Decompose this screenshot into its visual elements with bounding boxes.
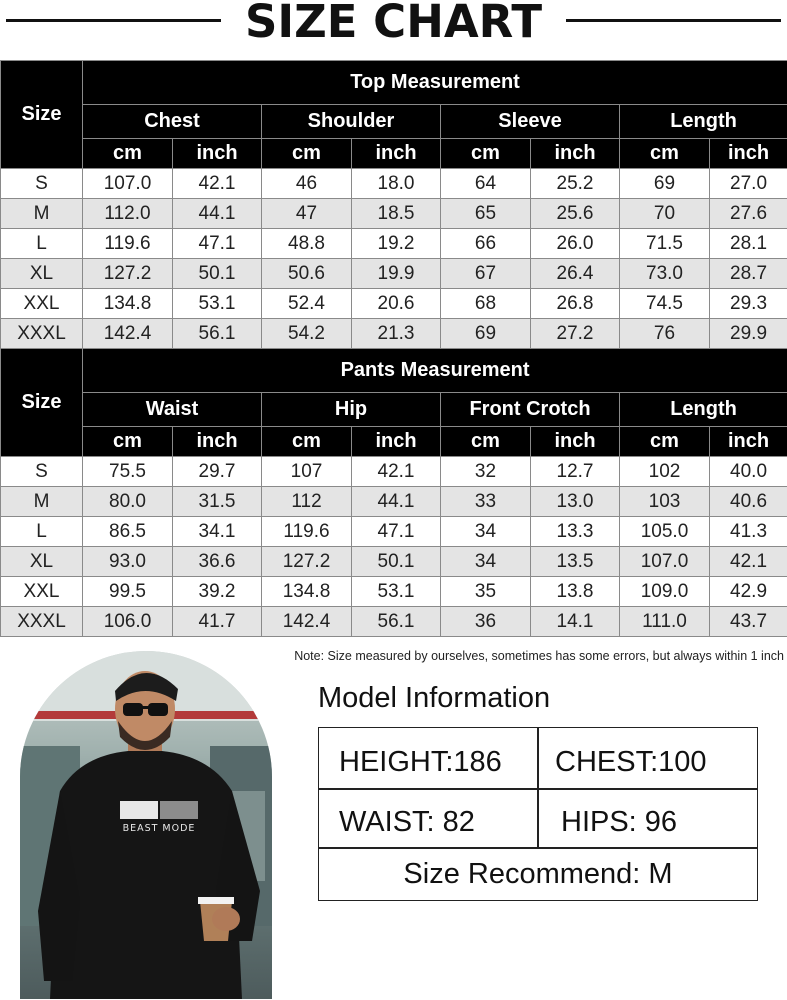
top-section-header: Top Measurement	[83, 61, 787, 105]
value-cell: 111.0	[620, 607, 710, 637]
size-note: Note: Size measured by ourselves, sometimes has some errors, but always within 1 inch	[294, 649, 784, 663]
size-cell: XL	[1, 259, 83, 289]
model-waist: WAIST: 82	[339, 806, 475, 838]
value-cell: 26.8	[531, 289, 620, 319]
value-cell: 28.1	[710, 229, 787, 259]
value-cell: 41.3	[710, 517, 787, 547]
value-cell: 75.5	[83, 457, 173, 487]
size-cell: M	[1, 487, 83, 517]
top-group-header: Chest	[83, 105, 262, 139]
size-cell: XXL	[1, 577, 83, 607]
size-cell: XXXL	[1, 319, 83, 349]
top-size-header: Size	[1, 61, 83, 169]
value-cell: 27.6	[710, 199, 787, 229]
model-figure	[20, 651, 272, 999]
value-cell: 109.0	[620, 577, 710, 607]
shirt-print-text: BEAST MODE	[122, 823, 196, 834]
value-cell: 19.2	[352, 229, 441, 259]
value-cell: 142.4	[262, 607, 352, 637]
value-cell: 44.1	[352, 487, 441, 517]
value-cell: 28.7	[710, 259, 787, 289]
value-cell: 112.0	[83, 199, 173, 229]
value-cell: 19.9	[352, 259, 441, 289]
value-cell: 42.9	[710, 577, 787, 607]
value-cell: 29.9	[710, 319, 787, 349]
value-cell: 102	[620, 457, 710, 487]
top-group-header: Length	[620, 105, 787, 139]
model-info-title: Model Information	[318, 682, 551, 714]
value-cell: 99.5	[83, 577, 173, 607]
model-row-divider-2	[319, 847, 757, 849]
value-cell: 41.7	[173, 607, 262, 637]
size-cell: XXL	[1, 289, 83, 319]
value-cell: 74.5	[620, 289, 710, 319]
value-cell: 69	[620, 169, 710, 199]
model-col-divider-2	[537, 788, 539, 847]
value-cell: 127.2	[83, 259, 173, 289]
value-cell: 71.5	[620, 229, 710, 259]
title-bar	[0, 0, 787, 50]
size-cell: L	[1, 517, 83, 547]
table-row	[1, 319, 787, 349]
value-cell: 53.1	[352, 577, 441, 607]
value-cell: 31.5	[173, 487, 262, 517]
value-cell: 134.8	[262, 577, 352, 607]
table-row	[1, 547, 787, 577]
pants-unit-header-row	[1, 427, 787, 457]
value-cell: 12.7	[531, 457, 620, 487]
top-measurement-table	[0, 60, 787, 349]
value-cell: 107	[262, 457, 352, 487]
model-size-recommend: Size Recommend: M	[403, 858, 673, 890]
value-cell: 18.0	[352, 169, 441, 199]
pants-unit-header: inch	[710, 427, 787, 457]
pants-size-header: Size	[1, 349, 83, 457]
pants-measurement-table	[0, 348, 787, 637]
value-cell: 56.1	[173, 319, 262, 349]
table-row	[1, 487, 787, 517]
value-cell: 21.3	[352, 319, 441, 349]
model-height: HEIGHT:186	[339, 746, 502, 778]
value-cell: 20.6	[352, 289, 441, 319]
value-cell: 42.1	[173, 169, 262, 199]
value-cell: 119.6	[262, 517, 352, 547]
pants-unit-header: cm	[620, 427, 710, 457]
title-rule-right	[566, 19, 781, 22]
value-cell: 27.2	[531, 319, 620, 349]
value-cell: 56.1	[352, 607, 441, 637]
table-row	[1, 229, 787, 259]
value-cell: 35	[441, 577, 531, 607]
size-cell: M	[1, 199, 83, 229]
value-cell: 70	[620, 199, 710, 229]
value-cell: 65	[441, 199, 531, 229]
value-cell: 67	[441, 259, 531, 289]
top-unit-header: cm	[83, 139, 173, 169]
value-cell: 36	[441, 607, 531, 637]
table-row	[1, 289, 787, 319]
value-cell: 42.1	[352, 457, 441, 487]
value-cell: 54.2	[262, 319, 352, 349]
value-cell: 93.0	[83, 547, 173, 577]
pants-group-header: Length	[620, 393, 787, 427]
value-cell: 13.0	[531, 487, 620, 517]
title-rule-left	[6, 19, 221, 22]
value-cell: 105.0	[620, 517, 710, 547]
value-cell: 34.1	[173, 517, 262, 547]
size-cell: XL	[1, 547, 83, 577]
size-cell: XXXL	[1, 607, 83, 637]
size-cell: L	[1, 229, 83, 259]
top-group-header-row	[1, 105, 787, 139]
value-cell: 29.7	[173, 457, 262, 487]
top-unit-header: inch	[173, 139, 262, 169]
size-cell: S	[1, 457, 83, 487]
value-cell: 86.5	[83, 517, 173, 547]
top-group-header: Sleeve	[441, 105, 620, 139]
value-cell: 39.2	[173, 577, 262, 607]
model-info-table	[318, 727, 758, 901]
pants-unit-header: cm	[83, 427, 173, 457]
page-title: SIZE CHART	[244, 0, 543, 48]
model-hips: HIPS: 96	[561, 806, 678, 838]
value-cell: 73.0	[620, 259, 710, 289]
table-row	[1, 577, 787, 607]
value-cell: 25.2	[531, 169, 620, 199]
value-cell: 42.1	[710, 547, 787, 577]
model-photo	[20, 651, 272, 999]
value-cell: 107.0	[620, 547, 710, 577]
top-unit-header: inch	[710, 139, 787, 169]
value-cell: 103	[620, 487, 710, 517]
value-cell: 68	[441, 289, 531, 319]
top-unit-header: inch	[352, 139, 441, 169]
value-cell: 29.3	[710, 289, 787, 319]
size-cell: S	[1, 169, 83, 199]
top-unit-header: inch	[531, 139, 620, 169]
value-cell: 13.8	[531, 577, 620, 607]
pants-unit-header: inch	[531, 427, 620, 457]
value-cell: 47.1	[173, 229, 262, 259]
value-cell: 26.4	[531, 259, 620, 289]
value-cell: 106.0	[83, 607, 173, 637]
value-cell: 48.8	[262, 229, 352, 259]
value-cell: 107.0	[83, 169, 173, 199]
pants-unit-header: inch	[173, 427, 262, 457]
table-row	[1, 607, 787, 637]
value-cell: 66	[441, 229, 531, 259]
value-cell: 76	[620, 319, 710, 349]
pants-unit-header: cm	[441, 427, 531, 457]
value-cell: 34	[441, 517, 531, 547]
value-cell: 50.1	[173, 259, 262, 289]
value-cell: 25.6	[531, 199, 620, 229]
top-unit-header: cm	[441, 139, 531, 169]
value-cell: 40.0	[710, 457, 787, 487]
value-cell: 46	[262, 169, 352, 199]
value-cell: 13.3	[531, 517, 620, 547]
value-cell: 52.4	[262, 289, 352, 319]
table-row	[1, 259, 787, 289]
table-row	[1, 457, 787, 487]
pants-group-header: Waist	[83, 393, 262, 427]
value-cell: 80.0	[83, 487, 173, 517]
top-unit-header: cm	[620, 139, 710, 169]
value-cell: 43.7	[710, 607, 787, 637]
value-cell: 47.1	[352, 517, 441, 547]
value-cell: 40.6	[710, 487, 787, 517]
pants-group-header: Hip	[262, 393, 441, 427]
top-group-header: Shoulder	[262, 105, 441, 139]
value-cell: 36.6	[173, 547, 262, 577]
value-cell: 53.1	[173, 289, 262, 319]
value-cell: 14.1	[531, 607, 620, 637]
value-cell: 33	[441, 487, 531, 517]
value-cell: 18.5	[352, 199, 441, 229]
table-row	[1, 169, 787, 199]
value-cell: 44.1	[173, 199, 262, 229]
value-cell: 134.8	[83, 289, 173, 319]
model-chest: CHEST:100	[555, 746, 707, 778]
value-cell: 50.1	[352, 547, 441, 577]
value-cell: 112	[262, 487, 352, 517]
top-unit-header: cm	[262, 139, 352, 169]
pants-unit-header: inch	[352, 427, 441, 457]
pants-section-header: Pants Measurement	[83, 349, 787, 393]
value-cell: 27.0	[710, 169, 787, 199]
value-cell: 64	[441, 169, 531, 199]
value-cell: 34	[441, 547, 531, 577]
top-unit-header-row	[1, 139, 787, 169]
value-cell: 50.6	[262, 259, 352, 289]
pants-group-header-row	[1, 393, 787, 427]
table-row	[1, 199, 787, 229]
value-cell: 32	[441, 457, 531, 487]
pants-unit-header: cm	[262, 427, 352, 457]
model-col-divider-1	[537, 728, 539, 788]
value-cell: 127.2	[262, 547, 352, 577]
value-cell: 26.0	[531, 229, 620, 259]
value-cell: 69	[441, 319, 531, 349]
table-row	[1, 517, 787, 547]
value-cell: 119.6	[83, 229, 173, 259]
value-cell: 142.4	[83, 319, 173, 349]
value-cell: 13.5	[531, 547, 620, 577]
pants-group-header: Front Crotch	[441, 393, 620, 427]
value-cell: 47	[262, 199, 352, 229]
